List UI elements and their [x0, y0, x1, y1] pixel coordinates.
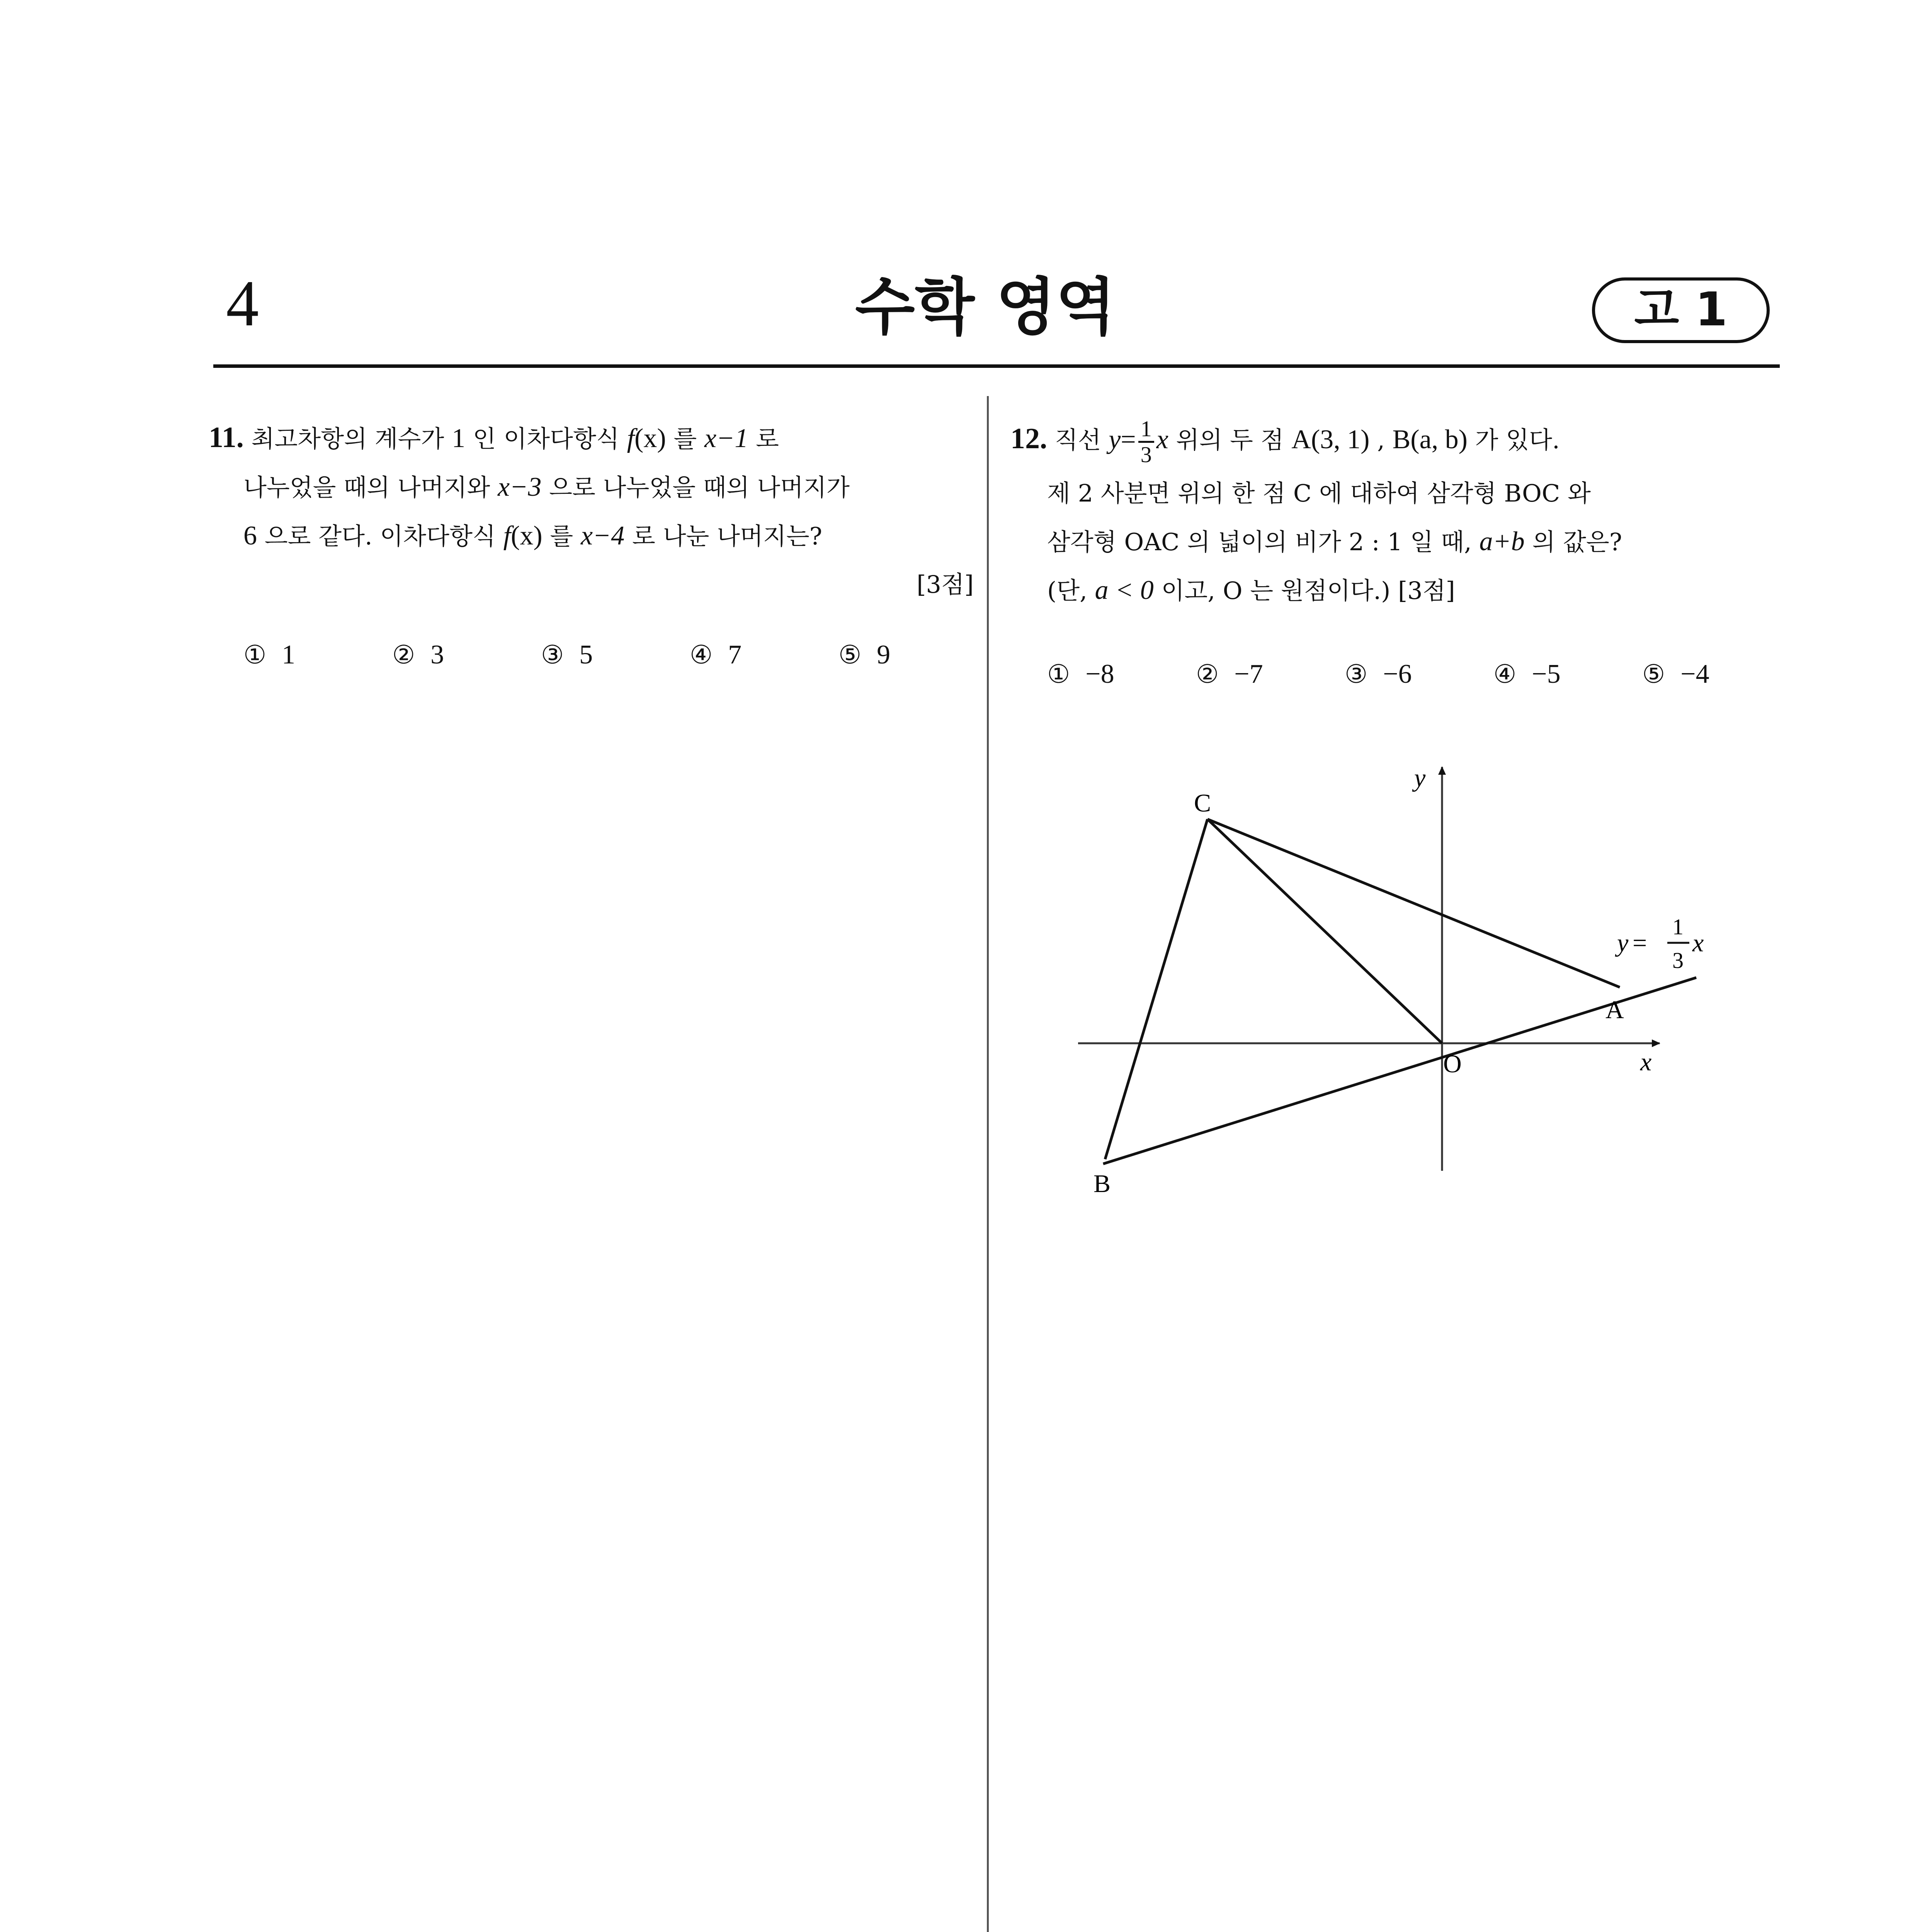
- line-label-y: y: [1617, 929, 1629, 957]
- page-number: 4: [226, 267, 259, 340]
- line-label-eq: =: [1633, 929, 1647, 957]
- q11-points: [3점]: [917, 570, 974, 599]
- segment-CB: [1105, 819, 1208, 1159]
- label-y: y: [1414, 764, 1426, 792]
- q11-choice-2[interactable]: ② 3: [392, 640, 444, 670]
- q12-choice-5[interactable]: ⑤ −4: [1642, 659, 1709, 689]
- line-label-num: 1: [1672, 914, 1684, 939]
- label-A: A: [1605, 996, 1624, 1024]
- q11-choice-5[interactable]: ⑤ 9: [838, 640, 891, 670]
- q11-line-1: 11. 최고차항의 계수가 1 인 이차다항식 f(x) 를 x−1 로: [209, 421, 779, 454]
- label-O: O: [1443, 1050, 1462, 1078]
- grade-badge: 고 1: [1592, 277, 1770, 343]
- line-label-x: x: [1692, 929, 1704, 957]
- q12-line-1: 12. 직선 y= $\frac{1}{3}$ x 위의 두 점 A(3, 1) , B(a, b) 가 있다.: [1010, 416, 1560, 468]
- label-C: C: [1194, 789, 1211, 817]
- q12-line-2: 제 2 사분면 위의 한 점 C 에 대하여 삼각형 BOC 와: [1047, 479, 1591, 507]
- q12-choice-3[interactable]: ③ −6: [1345, 659, 1412, 689]
- segment-CO: [1208, 819, 1442, 1043]
- q11-choice-4[interactable]: ④ 7: [690, 640, 742, 670]
- label-B: B: [1094, 1170, 1111, 1198]
- q12-line-4: (단, a < 0 이고, O 는 원점이다.) [3점]: [1047, 575, 1455, 605]
- line-label-den: 3: [1672, 948, 1684, 973]
- segment-CA: [1208, 819, 1620, 987]
- q12-choice-2[interactable]: ② −7: [1196, 659, 1263, 689]
- q12-choice-1[interactable]: ① −8: [1047, 659, 1114, 689]
- q11-choice-3[interactable]: ③ 5: [541, 640, 593, 670]
- q12-choice-4[interactable]: ④ −5: [1493, 659, 1561, 689]
- subject-title: 수학 영역: [855, 271, 1116, 343]
- q11-line-3: 6 으로 같다. 이차다항식 f(x) 를 x−4 로 나눈 나머지는?: [243, 521, 822, 551]
- q11-line-2: 나누었을 때의 나머지와 x−3 으로 나누었을 때의 나머지가: [243, 472, 850, 502]
- q12-number: 12.: [1010, 422, 1047, 455]
- q11-choice-1[interactable]: ① 1: [243, 640, 296, 670]
- label-x: x: [1640, 1048, 1652, 1076]
- q12-line-3: 삼각형 OAC 의 넓이의 비가 2 : 1 일 때, a+b 의 값은?: [1047, 527, 1622, 556]
- q12-fraction: $\frac{1}{3}$: [1138, 417, 1154, 467]
- q11-number: 11.: [209, 421, 244, 454]
